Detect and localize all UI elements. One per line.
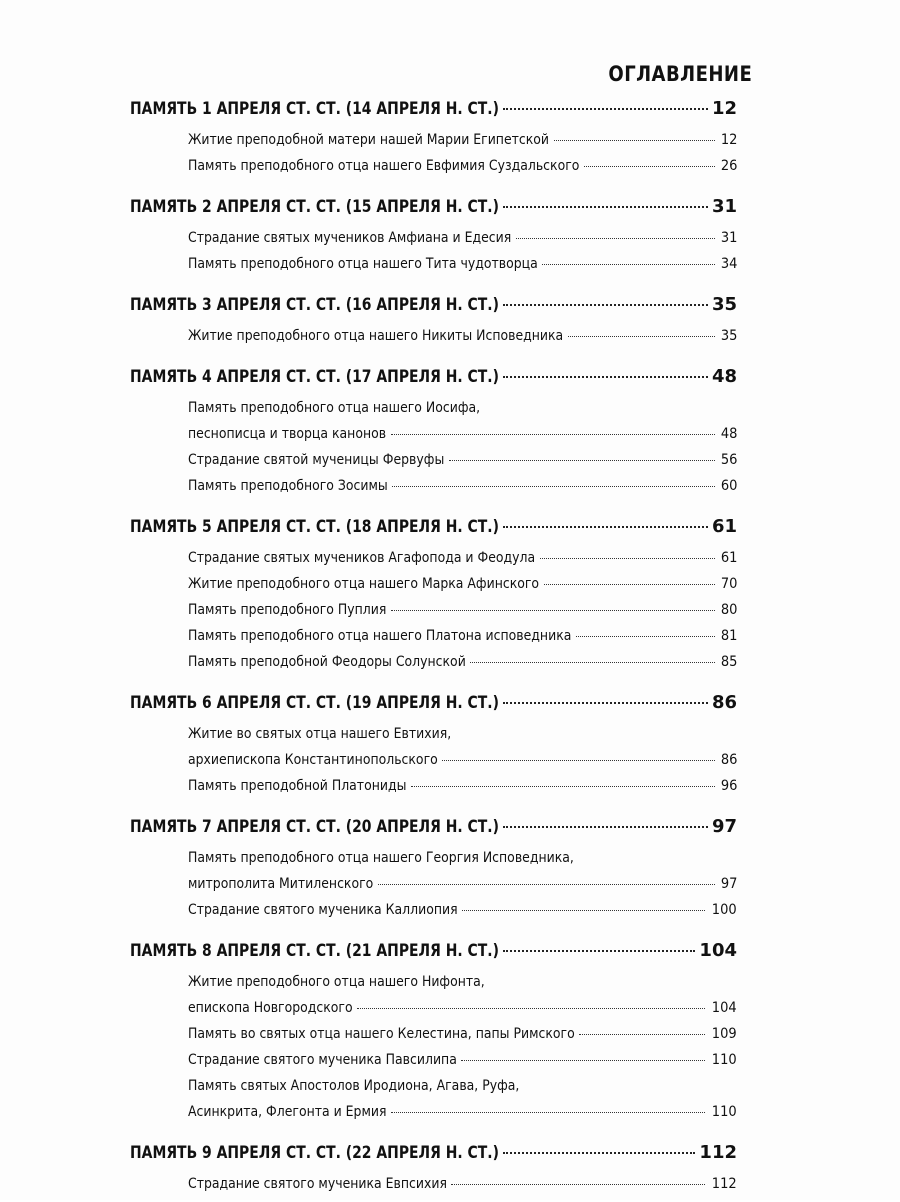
entry-text-wrap	[188, 158, 580, 174]
entry-title: Страдание святого мученика Каллиопия	[188, 902, 458, 918]
section-entries	[188, 850, 737, 928]
entry-page-number: 56	[720, 452, 737, 468]
toc-entry-line[interactable]	[188, 132, 737, 158]
section-title-wrap	[130, 817, 499, 837]
entry-text-wrap	[188, 328, 564, 344]
section-title: ПАМЯТЬ 4 АПРЕЛЯ СТ. СТ. (17 АПРЕЛЯ Н. СТ.)	[130, 367, 499, 387]
section-title-wrap	[130, 693, 499, 713]
toc-entry-line[interactable]	[188, 1026, 737, 1052]
toc-entry-line	[188, 974, 737, 1000]
dot-leader	[554, 140, 715, 141]
entry-title: Память преподобного отца нашего Георгия Исповедника,	[188, 850, 574, 866]
section-page-number: 35	[711, 294, 737, 315]
entry-text-wrap	[188, 974, 737, 990]
entry-page-number: 35	[720, 328, 737, 344]
dot-leader	[470, 662, 715, 663]
section-page-number: 86	[711, 692, 737, 713]
entry-text-wrap	[188, 602, 387, 618]
entry-text-wrap	[188, 1052, 457, 1068]
entry-title: Память преподобного отца нашего Иосифа,	[188, 400, 481, 416]
entry-text-wrap	[188, 132, 550, 148]
section-page-number: 12	[711, 98, 737, 119]
section-entries	[188, 328, 737, 354]
toc-entry-line[interactable]	[188, 576, 737, 602]
entry-title: Память преподобного Зосимы	[188, 478, 388, 494]
section-title-wrap	[130, 99, 499, 119]
section-title-wrap	[130, 517, 499, 537]
dot-leader	[503, 206, 708, 208]
toc-entry-line[interactable]	[188, 256, 737, 282]
dot-leader	[449, 460, 715, 461]
section-page-number: 48	[711, 366, 737, 387]
section-page-number: 97	[711, 816, 737, 837]
entry-title: Память преподобного отца нашего Тита чудотворца	[188, 256, 538, 272]
dot-leader	[378, 884, 715, 885]
toc-section	[130, 366, 737, 504]
entry-page-number: 70	[720, 576, 737, 592]
dot-leader	[461, 1060, 705, 1061]
entry-title: епископа Новгородского	[188, 1000, 353, 1016]
dot-leader	[540, 558, 715, 559]
entry-title: Память преподобного Пуплия	[188, 602, 387, 618]
dot-leader	[576, 636, 715, 637]
section-title: ПАМЯТЬ 1 АПРЕЛЯ СТ. СТ. (14 АПРЕЛЯ Н. СТ.)	[130, 99, 499, 119]
toc-entry-line[interactable]	[188, 602, 737, 628]
toc-entry-line[interactable]	[188, 328, 737, 354]
dot-leader	[442, 760, 715, 761]
entry-page-number: 112	[712, 1176, 737, 1192]
entry-title: архиепископа Константинопольского	[188, 752, 438, 768]
entry-text-wrap	[188, 400, 737, 416]
toc-entry-line[interactable]	[188, 452, 737, 478]
entry-text-wrap	[188, 876, 374, 892]
entry-page-number: 26	[720, 158, 737, 174]
section-entries	[188, 974, 737, 1130]
dot-leader	[357, 1008, 705, 1009]
toc-section	[130, 98, 737, 184]
entry-title: Житие преподобного отца нашего Марка Афинского	[188, 576, 540, 592]
dot-leader	[503, 304, 708, 306]
section-heading-row[interactable]	[130, 1142, 737, 1170]
dot-leader	[584, 166, 715, 167]
dot-leader	[503, 108, 708, 110]
entry-text-wrap	[188, 1000, 353, 1016]
entry-page-number: 81	[720, 628, 737, 644]
section-title: ПАМЯТЬ 9 АПРЕЛЯ СТ. СТ. (22 АПРЕЛЯ Н. СТ.)	[130, 1143, 499, 1163]
toc-entry-line[interactable]	[188, 1052, 737, 1078]
entry-page-number: 86	[720, 752, 737, 768]
entry-text-wrap	[188, 902, 458, 918]
dot-leader	[503, 376, 708, 378]
entry-title: Память преподобного отца нашего Платона исповедника	[188, 628, 572, 644]
entry-page-number: 60	[720, 478, 737, 494]
entry-page-number: 110	[712, 1104, 737, 1120]
entry-title: Страдание святого мученика Павсилипа	[188, 1052, 457, 1068]
dot-leader	[579, 1034, 705, 1035]
entry-text-wrap	[188, 452, 445, 468]
section-heading-row[interactable]	[130, 816, 737, 844]
entry-page-number: 104	[712, 1000, 737, 1016]
toc-section	[130, 940, 737, 1130]
section-page-number: 112	[699, 1142, 737, 1163]
section-title: ПАМЯТЬ 5 АПРЕЛЯ СТ. СТ. (18 АПРЕЛЯ Н. СТ.)	[130, 517, 499, 537]
entry-text-wrap	[188, 1104, 387, 1120]
dot-leader	[516, 238, 715, 239]
entry-title: песнописца и творца канонов	[188, 426, 387, 442]
entry-title: митрополита Митиленского	[188, 876, 374, 892]
entry-text-wrap	[188, 1078, 737, 1094]
toc-title: ОГЛАВЛЕНИЕ	[608, 62, 752, 86]
toc-entry-line[interactable]	[188, 230, 737, 256]
dot-leader	[503, 702, 708, 704]
section-heading-row[interactable]	[130, 516, 737, 544]
entry-title: Житие преподобного отца нашего Никиты Исповедника	[188, 328, 564, 344]
section-title: ПАМЯТЬ 6 АПРЕЛЯ СТ. СТ. (19 АПРЕЛЯ Н. СТ.)	[130, 693, 499, 713]
dot-leader	[411, 786, 715, 787]
toc-entry-line	[188, 400, 737, 426]
entry-title: Память преподобного отца нашего Евфимия Суздальского	[188, 158, 580, 174]
section-heading-row[interactable]	[130, 294, 737, 322]
toc-section	[130, 516, 737, 680]
section-entries	[188, 400, 737, 504]
toc-entry-line[interactable]	[188, 1000, 737, 1026]
entry-title: Память преподобной Платониды	[188, 778, 407, 794]
section-page-number: 104	[699, 940, 737, 961]
entry-text-wrap	[188, 576, 540, 592]
section-heading-row[interactable]	[130, 196, 737, 224]
section-heading-row[interactable]	[130, 940, 737, 968]
entry-text-wrap	[188, 426, 387, 442]
entry-text-wrap	[188, 550, 536, 566]
entry-page-number: 85	[720, 654, 737, 670]
toc-entry-line	[188, 726, 737, 752]
toc-entry-line[interactable]	[188, 1176, 737, 1202]
dot-leader	[503, 1152, 695, 1154]
entry-title: Асинкрита, Флегонта и Ермия	[188, 1104, 387, 1120]
toc-entry-line[interactable]	[188, 426, 737, 452]
entry-title: Память преподобной Феодоры Солунской	[188, 654, 466, 670]
entry-title: Память святых Апостолов Иродиона, Агава, Руфа,	[188, 1078, 520, 1094]
toc-entry-line[interactable]	[188, 628, 737, 654]
toc-entry-line[interactable]	[188, 158, 737, 184]
entry-text-wrap	[188, 850, 737, 866]
entry-text-wrap	[188, 654, 466, 670]
section-entries	[188, 1176, 737, 1202]
entry-text-wrap	[188, 1176, 447, 1192]
toc-entry-line	[188, 1078, 737, 1104]
section-title-wrap	[130, 367, 499, 387]
entry-title: Память во святых отца нашего Келестина, папы Римского	[188, 1026, 575, 1042]
toc-section	[130, 294, 737, 354]
toc-entry-line[interactable]	[188, 654, 737, 680]
section-entries	[188, 550, 737, 680]
dot-leader	[503, 950, 695, 952]
dot-leader	[391, 610, 715, 611]
dot-leader	[503, 826, 708, 828]
entry-title: Страдание святого мученика Евпсихия	[188, 1176, 447, 1192]
section-title-wrap	[130, 295, 499, 315]
entry-page-number: 96	[720, 778, 737, 794]
entry-page-number: 48	[720, 426, 737, 442]
entry-page-number: 34	[720, 256, 737, 272]
section-page-number: 61	[711, 516, 737, 537]
toc-section	[130, 816, 737, 928]
section-heading-row[interactable]	[130, 692, 737, 720]
toc-entry-line[interactable]	[188, 478, 737, 504]
section-entries	[188, 726, 737, 804]
entry-text-wrap	[188, 230, 512, 246]
section-entries	[188, 132, 737, 184]
section-heading-row[interactable]	[130, 366, 737, 394]
entry-text-wrap	[188, 752, 438, 768]
entry-page-number: 110	[712, 1052, 737, 1068]
entry-title: Страдание святых мучеников Агафопода и Феодула	[188, 550, 536, 566]
section-page-number: 31	[711, 196, 737, 217]
entry-title: Житие преподобной матери нашей Марии Египетской	[188, 132, 550, 148]
dot-leader	[503, 526, 708, 528]
entry-page-number: 100	[712, 902, 737, 918]
entry-page-number: 97	[720, 876, 737, 892]
toc-entry-line[interactable]	[188, 902, 737, 928]
table-of-contents	[130, 98, 737, 1202]
entry-title: Житие преподобного отца нашего Нифонта,	[188, 974, 485, 990]
dot-leader	[568, 336, 715, 337]
section-heading-row[interactable]	[130, 98, 737, 126]
section-title: ПАМЯТЬ 7 АПРЕЛЯ СТ. СТ. (20 АПРЕЛЯ Н. СТ.)	[130, 817, 499, 837]
entry-text-wrap	[188, 778, 407, 794]
dot-leader	[451, 1184, 705, 1185]
section-title-wrap	[130, 197, 499, 217]
entry-title: Житие во святых отца нашего Евтихия,	[188, 726, 452, 742]
entry-page-number: 12	[720, 132, 737, 148]
entry-text-wrap	[188, 1026, 575, 1042]
entry-text-wrap	[188, 726, 737, 742]
section-title: ПАМЯТЬ 3 АПРЕЛЯ СТ. СТ. (16 АПРЕЛЯ Н. СТ.)	[130, 295, 499, 315]
toc-section	[130, 196, 737, 282]
toc-entry-line[interactable]	[188, 1104, 737, 1130]
entry-page-number: 80	[720, 602, 737, 618]
section-title-wrap	[130, 1143, 499, 1163]
entry-text-wrap	[188, 628, 572, 644]
entry-title: Страдание святой мученицы Фервуфы	[188, 452, 445, 468]
toc-entry-line	[188, 850, 737, 876]
toc-entry-line[interactable]	[188, 876, 737, 902]
toc-entry-line[interactable]	[188, 752, 737, 778]
entry-text-wrap	[188, 478, 388, 494]
toc-section	[130, 1142, 737, 1202]
toc-section	[130, 692, 737, 804]
dot-leader	[462, 910, 705, 911]
section-title: ПАМЯТЬ 2 АПРЕЛЯ СТ. СТ. (15 АПРЕЛЯ Н. СТ.)	[130, 197, 499, 217]
section-title-wrap	[130, 941, 499, 961]
section-title: ПАМЯТЬ 8 АПРЕЛЯ СТ. СТ. (21 АПРЕЛЯ Н. СТ.)	[130, 941, 499, 961]
entry-text-wrap	[188, 256, 538, 272]
dot-leader	[391, 434, 715, 435]
toc-entry-line[interactable]	[188, 778, 737, 804]
dot-leader	[544, 584, 715, 585]
dot-leader	[392, 486, 715, 487]
entry-page-number: 61	[720, 550, 737, 566]
dot-leader	[542, 264, 715, 265]
toc-entry-line[interactable]	[188, 550, 737, 576]
entry-title: Страдание святых мучеников Амфиана и Едесия	[188, 230, 512, 246]
entry-page-number: 109	[712, 1026, 737, 1042]
section-entries	[188, 230, 737, 282]
entry-page-number: 31	[720, 230, 737, 246]
dot-leader	[391, 1112, 705, 1113]
